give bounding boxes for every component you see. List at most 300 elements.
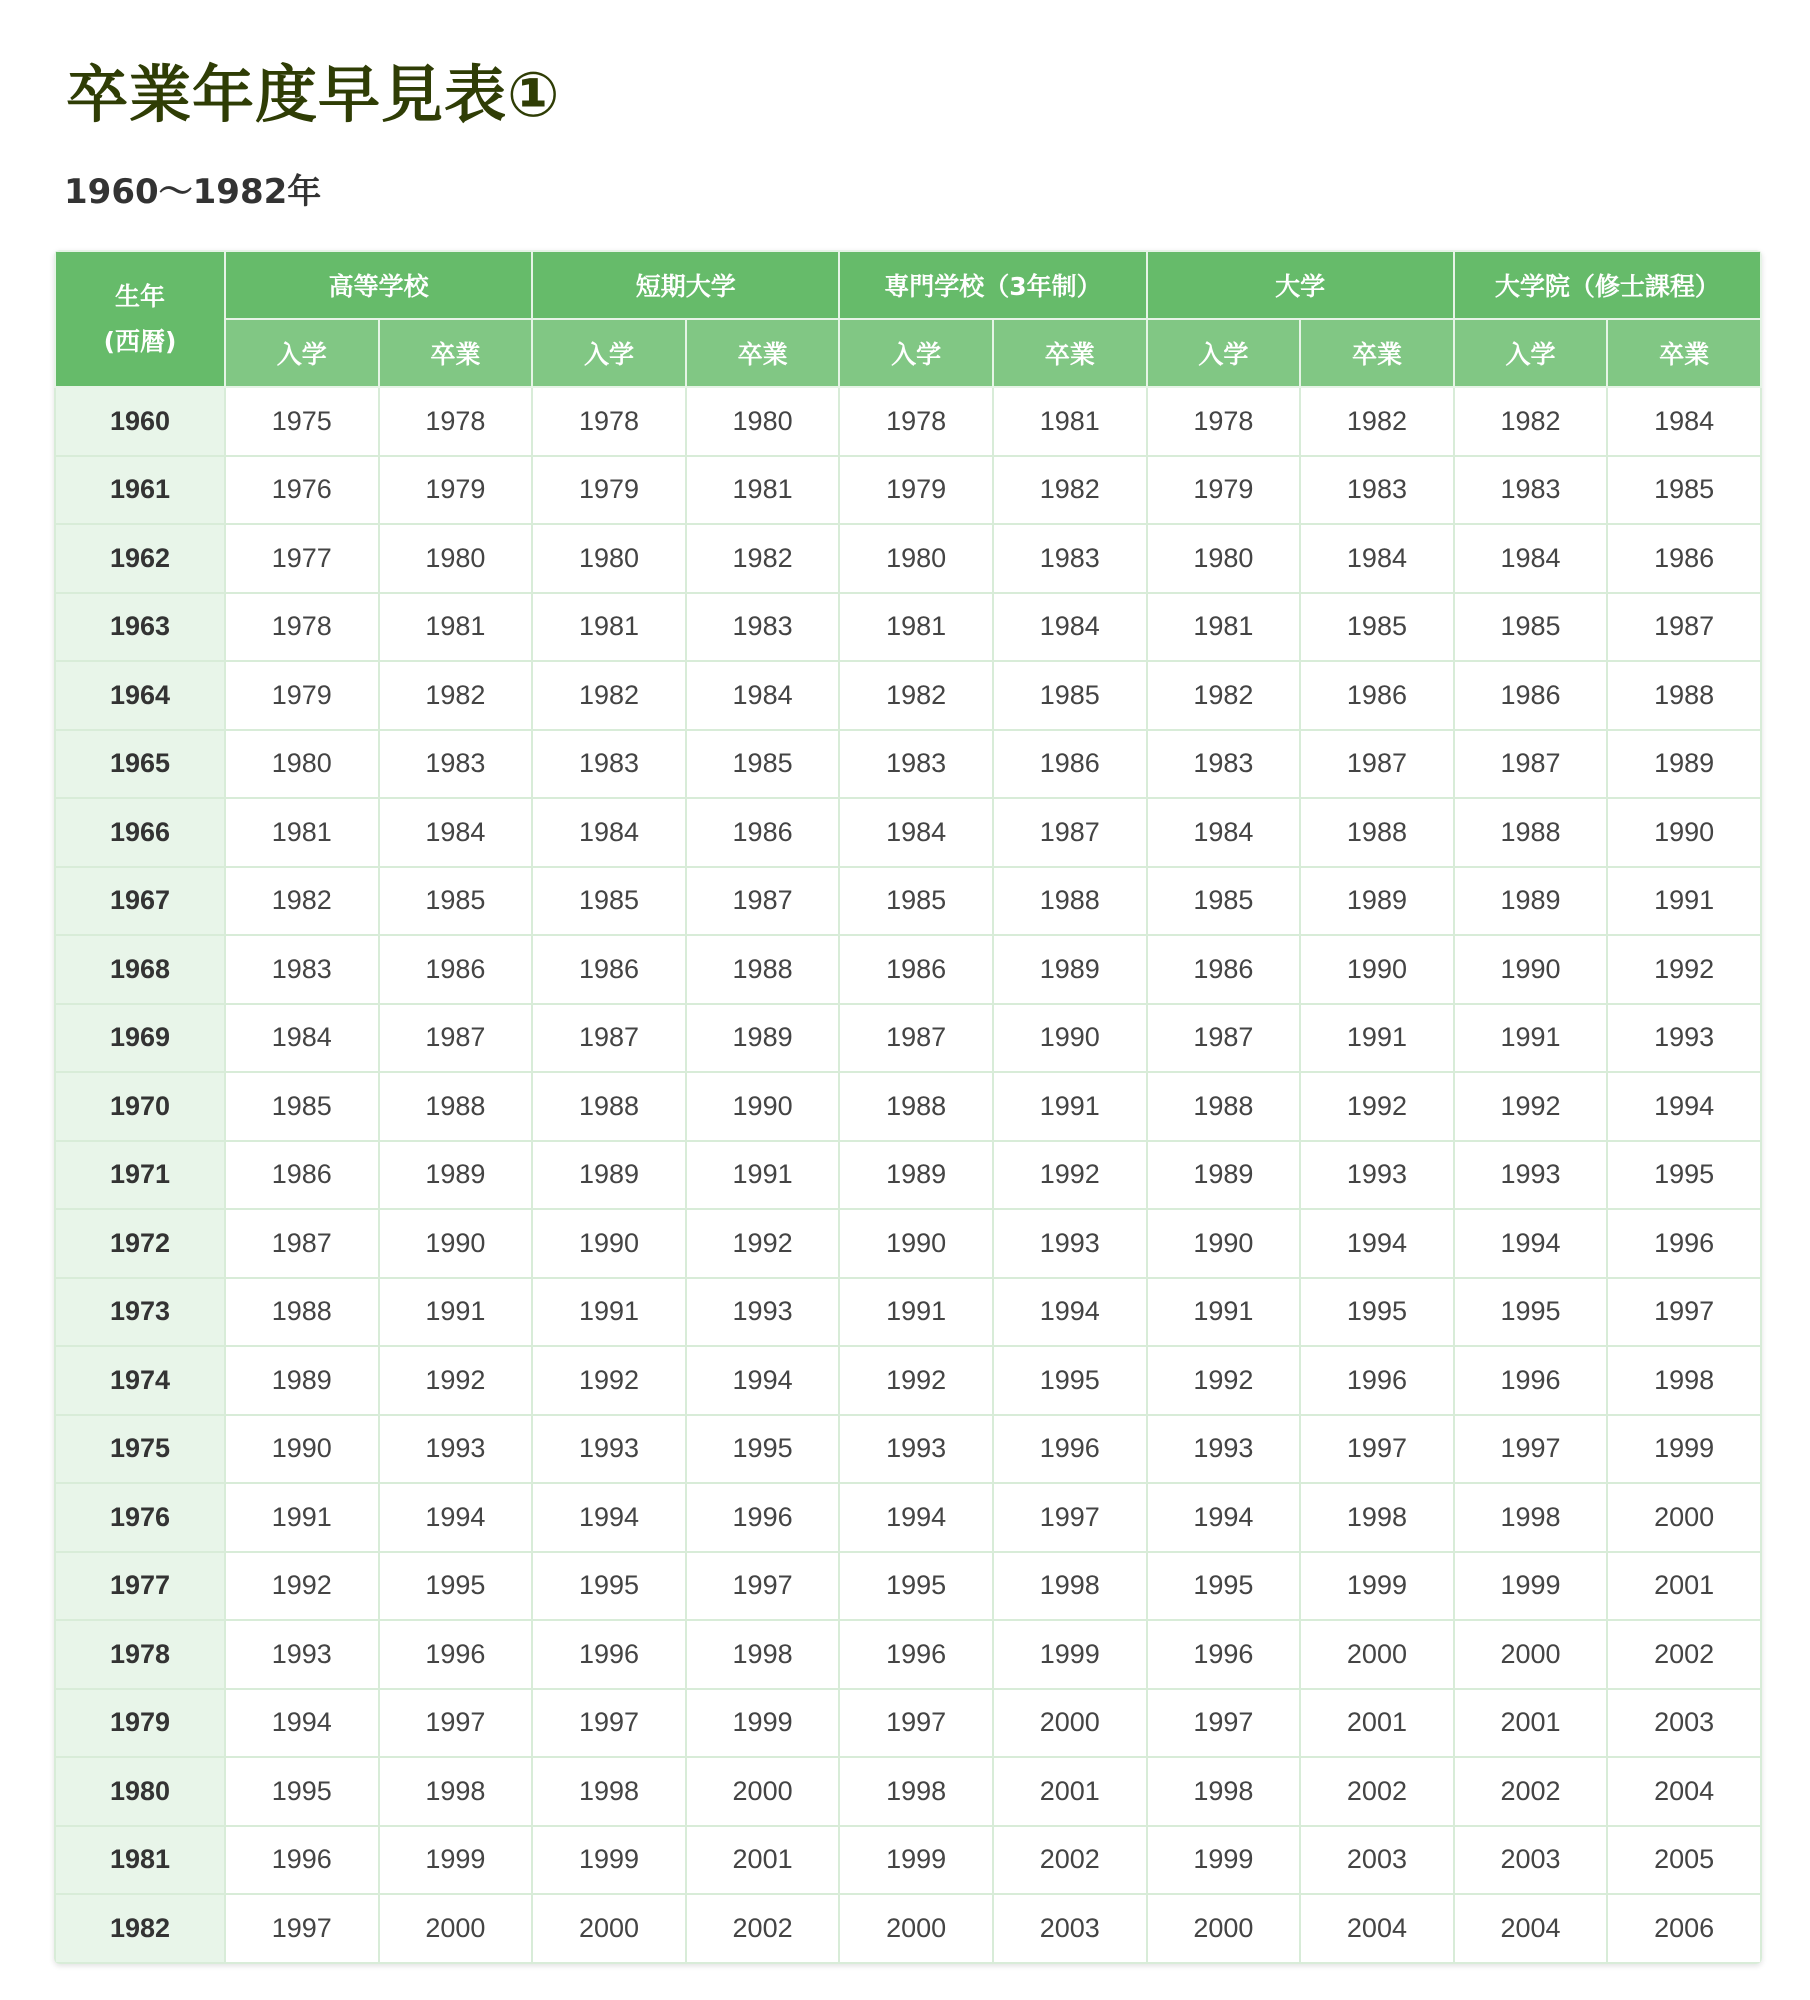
table-row bbox=[55, 1141, 1761, 1210]
enrollment-year-cell: 1996 bbox=[532, 1620, 686, 1689]
birth-year-cell: 1965 bbox=[55, 730, 225, 799]
table-row bbox=[55, 524, 1761, 593]
graduation-year-cell: 1992 bbox=[1607, 935, 1761, 1004]
enrollment-year-cell: 1989 bbox=[1147, 1141, 1301, 1210]
enrollment-year-cell: 2001 bbox=[1454, 1689, 1608, 1758]
graduation-year-cell: 1993 bbox=[993, 1209, 1147, 1278]
graduation-year-cell: 1998 bbox=[993, 1552, 1147, 1621]
graduation-year-cell: 1997 bbox=[379, 1689, 533, 1758]
enrollment-year-cell: 1980 bbox=[225, 730, 379, 799]
graduation-year-cell: 1996 bbox=[379, 1620, 533, 1689]
graduation-year-cell: 1981 bbox=[993, 387, 1147, 456]
enrollment-year-cell: 1987 bbox=[532, 1004, 686, 1073]
enrollment-year-cell: 1996 bbox=[1454, 1346, 1608, 1415]
enrollment-year-cell: 1986 bbox=[839, 935, 993, 1004]
enrollment-year-cell: 1982 bbox=[532, 661, 686, 730]
birth-year-cell: 1961 bbox=[55, 456, 225, 525]
graduation-year-cell: 1995 bbox=[379, 1552, 533, 1621]
graduation-year-cell: 1988 bbox=[379, 1072, 533, 1141]
graduation-year-cell: 1990 bbox=[1300, 935, 1454, 1004]
graduation-year-cell: 1996 bbox=[686, 1483, 840, 1552]
graduation-year-cell: 2003 bbox=[993, 1894, 1147, 1963]
graduation-year-cell: 1989 bbox=[993, 935, 1147, 1004]
enrollment-year-cell: 1998 bbox=[1147, 1757, 1301, 1826]
enrollment-year-cell: 1981 bbox=[1147, 593, 1301, 662]
enrollment-year-cell: 1990 bbox=[839, 1209, 993, 1278]
enrollment-year-cell: 1994 bbox=[839, 1483, 993, 1552]
birth-year-cell: 1967 bbox=[55, 867, 225, 936]
birth-year-cell: 1976 bbox=[55, 1483, 225, 1552]
birth-year-cell: 1971 bbox=[55, 1141, 225, 1210]
graduation-year-cell: 1983 bbox=[993, 524, 1147, 593]
enrollment-year-cell: 1995 bbox=[225, 1757, 379, 1826]
enrollment-year-cell: 1994 bbox=[1454, 1209, 1608, 1278]
graduation-year-cell: 2001 bbox=[1300, 1689, 1454, 1758]
enrollment-year-cell: 1995 bbox=[839, 1552, 993, 1621]
group-header-vocational-school: 専門学校（3年制） bbox=[839, 251, 1146, 319]
graduation-year-cell: 1997 bbox=[1607, 1278, 1761, 1347]
birth-year-cell: 1963 bbox=[55, 593, 225, 662]
enrollment-year-cell: 1987 bbox=[225, 1209, 379, 1278]
graduation-year-cell: 1986 bbox=[1607, 524, 1761, 593]
graduation-year-cell: 1993 bbox=[1300, 1141, 1454, 1210]
enrollment-year-cell: 1986 bbox=[1147, 935, 1301, 1004]
sub-header-graduation: 卒業 bbox=[993, 319, 1147, 387]
graduation-year-cell: 1999 bbox=[1300, 1552, 1454, 1621]
enrollment-year-cell: 1993 bbox=[1147, 1415, 1301, 1484]
graduation-year-cell: 1986 bbox=[686, 798, 840, 867]
graduation-year-cell: 1991 bbox=[379, 1278, 533, 1347]
enrollment-year-cell: 1980 bbox=[1147, 524, 1301, 593]
graduation-year-cell: 1994 bbox=[379, 1483, 533, 1552]
enrollment-year-cell: 1984 bbox=[1147, 798, 1301, 867]
graduation-year-cell: 1982 bbox=[993, 456, 1147, 525]
graduation-year-cell: 1978 bbox=[379, 387, 533, 456]
graduation-year-cell: 2004 bbox=[1300, 1894, 1454, 1963]
graduation-year-cell: 1987 bbox=[379, 1004, 533, 1073]
enrollment-year-cell: 1986 bbox=[532, 935, 686, 1004]
graduation-year-cell: 1997 bbox=[1300, 1415, 1454, 1484]
table-row bbox=[55, 1757, 1761, 1826]
birth-year-cell: 1962 bbox=[55, 524, 225, 593]
birth-year-header bbox=[55, 251, 225, 387]
enrollment-year-cell: 1999 bbox=[839, 1826, 993, 1895]
graduation-year-cell: 1992 bbox=[1300, 1072, 1454, 1141]
enrollment-year-cell: 2004 bbox=[1454, 1894, 1608, 1963]
table-row bbox=[55, 1826, 1761, 1895]
table-row bbox=[55, 1209, 1761, 1278]
enrollment-year-cell: 1975 bbox=[225, 387, 379, 456]
enrollment-year-cell: 1989 bbox=[225, 1346, 379, 1415]
enrollment-year-cell: 1991 bbox=[839, 1278, 993, 1347]
enrollment-year-cell: 1993 bbox=[532, 1415, 686, 1484]
table-row bbox=[55, 730, 1761, 799]
enrollment-year-cell: 1999 bbox=[1147, 1826, 1301, 1895]
graduation-year-cell: 1991 bbox=[993, 1072, 1147, 1141]
birth-year-cell: 1969 bbox=[55, 1004, 225, 1073]
graduation-year-cell: 1999 bbox=[1607, 1415, 1761, 1484]
sub-header-graduation: 卒業 bbox=[1607, 319, 1761, 387]
graduation-year-cell: 1990 bbox=[1607, 798, 1761, 867]
graduation-year-cell: 1979 bbox=[379, 456, 533, 525]
graduation-year-cell: 1999 bbox=[993, 1620, 1147, 1689]
enrollment-year-cell: 1998 bbox=[1454, 1483, 1608, 1552]
graduation-year-cell: 2001 bbox=[686, 1826, 840, 1895]
table-header bbox=[55, 251, 1761, 387]
table-row bbox=[55, 1552, 1761, 1621]
group-header-high-school: 高等学校 bbox=[225, 251, 532, 319]
graduation-year-cell: 1987 bbox=[1300, 730, 1454, 799]
birth-year-cell: 1960 bbox=[55, 387, 225, 456]
enrollment-year-cell: 2000 bbox=[1147, 1894, 1301, 1963]
birth-year-cell: 1975 bbox=[55, 1415, 225, 1484]
graduation-year-cell: 2000 bbox=[1607, 1483, 1761, 1552]
graduation-year-cell: 1981 bbox=[686, 456, 840, 525]
table-row bbox=[55, 867, 1761, 936]
enrollment-year-cell: 1997 bbox=[1147, 1689, 1301, 1758]
birth-year-cell: 1966 bbox=[55, 798, 225, 867]
table-row bbox=[55, 661, 1761, 730]
graduation-year-cell: 2001 bbox=[1607, 1552, 1761, 1621]
graduation-year-cell: 2003 bbox=[1607, 1689, 1761, 1758]
enrollment-year-cell: 1981 bbox=[839, 593, 993, 662]
enrollment-year-cell: 1985 bbox=[1454, 593, 1608, 662]
graduation-year-cell: 2003 bbox=[1300, 1826, 1454, 1895]
table-row bbox=[55, 1004, 1761, 1073]
birth-year-cell: 1964 bbox=[55, 661, 225, 730]
graduation-year-cell: 1984 bbox=[993, 593, 1147, 662]
graduation-year-cell: 1996 bbox=[1300, 1346, 1454, 1415]
enrollment-year-cell: 1988 bbox=[532, 1072, 686, 1141]
graduation-year-table bbox=[54, 250, 1762, 1964]
graduation-year-cell: 1994 bbox=[993, 1278, 1147, 1347]
graduation-year-cell: 1992 bbox=[993, 1141, 1147, 1210]
enrollment-year-cell: 1985 bbox=[839, 867, 993, 936]
enrollment-year-cell: 1997 bbox=[532, 1689, 686, 1758]
page-subtitle: 1960〜1982年 bbox=[64, 172, 322, 212]
graduation-year-cell: 2002 bbox=[1300, 1757, 1454, 1826]
birth-year-cell: 1973 bbox=[55, 1278, 225, 1347]
graduation-year-cell: 2000 bbox=[379, 1894, 533, 1963]
table-row bbox=[55, 935, 1761, 1004]
enrollment-year-cell: 1983 bbox=[1454, 456, 1608, 525]
enrollment-year-cell: 1993 bbox=[1454, 1141, 1608, 1210]
graduation-year-cell: 1995 bbox=[1607, 1141, 1761, 1210]
sub-header-enrollment: 入学 bbox=[1454, 319, 1608, 387]
enrollment-year-cell: 2003 bbox=[1454, 1826, 1608, 1895]
graduation-year-cell: 1984 bbox=[379, 798, 533, 867]
enrollment-year-cell: 1997 bbox=[225, 1894, 379, 1963]
enrollment-year-cell: 1980 bbox=[532, 524, 686, 593]
graduation-year-cell: 1980 bbox=[686, 387, 840, 456]
enrollment-year-cell: 1981 bbox=[225, 798, 379, 867]
graduation-year-cell: 2002 bbox=[1607, 1620, 1761, 1689]
enrollment-year-cell: 1978 bbox=[1147, 387, 1301, 456]
enrollment-year-cell: 1988 bbox=[225, 1278, 379, 1347]
birth-year-cell: 1974 bbox=[55, 1346, 225, 1415]
graduation-year-cell: 1988 bbox=[993, 867, 1147, 936]
graduation-year-cell: 1992 bbox=[686, 1209, 840, 1278]
enrollment-year-cell: 1983 bbox=[839, 730, 993, 799]
graduation-year-cell: 1982 bbox=[1300, 387, 1454, 456]
group-header-junior-college: 短期大学 bbox=[532, 251, 839, 319]
sub-header-row bbox=[55, 319, 1761, 387]
enrollment-year-cell: 1987 bbox=[1147, 1004, 1301, 1073]
enrollment-year-cell: 1987 bbox=[839, 1004, 993, 1073]
birth-year-cell: 1979 bbox=[55, 1689, 225, 1758]
enrollment-year-cell: 1997 bbox=[839, 1689, 993, 1758]
graduation-year-cell: 2000 bbox=[1300, 1620, 1454, 1689]
table-row bbox=[55, 1278, 1761, 1347]
table-row bbox=[55, 798, 1761, 867]
graduation-year-cell: 1981 bbox=[379, 593, 533, 662]
enrollment-year-cell: 1991 bbox=[532, 1278, 686, 1347]
table-row bbox=[55, 593, 1761, 662]
enrollment-year-cell: 1979 bbox=[839, 456, 993, 525]
enrollment-year-cell: 1984 bbox=[225, 1004, 379, 1073]
enrollment-year-cell: 1982 bbox=[1147, 661, 1301, 730]
graduation-year-cell: 1989 bbox=[686, 1004, 840, 1073]
birth-year-header-line2: (西暦) bbox=[103, 327, 177, 356]
enrollment-year-cell: 1985 bbox=[532, 867, 686, 936]
enrollment-year-cell: 1996 bbox=[839, 1620, 993, 1689]
graduation-year-cell: 1984 bbox=[1300, 524, 1454, 593]
graduation-year-cell: 2004 bbox=[1607, 1757, 1761, 1826]
table-body bbox=[55, 387, 1761, 1963]
enrollment-year-cell: 1994 bbox=[225, 1689, 379, 1758]
graduation-year-cell: 2006 bbox=[1607, 1894, 1761, 1963]
graduation-year-cell: 1995 bbox=[686, 1415, 840, 1484]
enrollment-year-cell: 1992 bbox=[1454, 1072, 1608, 1141]
graduation-year-cell: 1990 bbox=[993, 1004, 1147, 1073]
table-row bbox=[55, 1346, 1761, 1415]
enrollment-year-cell: 1984 bbox=[1454, 524, 1608, 593]
graduation-year-cell: 1983 bbox=[1300, 456, 1454, 525]
enrollment-year-cell: 1992 bbox=[225, 1552, 379, 1621]
birth-year-cell: 1980 bbox=[55, 1757, 225, 1826]
enrollment-year-cell: 1982 bbox=[1454, 387, 1608, 456]
enrollment-year-cell: 1989 bbox=[532, 1141, 686, 1210]
graduation-year-cell: 1995 bbox=[1300, 1278, 1454, 1347]
graduation-year-cell: 1982 bbox=[379, 661, 533, 730]
graduation-year-cell: 2002 bbox=[993, 1826, 1147, 1895]
enrollment-year-cell: 1999 bbox=[1454, 1552, 1608, 1621]
enrollment-year-cell: 1993 bbox=[225, 1620, 379, 1689]
enrollment-year-cell: 1992 bbox=[1147, 1346, 1301, 1415]
table-row bbox=[55, 1415, 1761, 1484]
birth-year-cell: 1970 bbox=[55, 1072, 225, 1141]
enrollment-year-cell: 1995 bbox=[1147, 1552, 1301, 1621]
enrollment-year-cell: 1986 bbox=[225, 1141, 379, 1210]
graduation-year-cell: 1986 bbox=[993, 730, 1147, 799]
graduation-year-cell: 2005 bbox=[1607, 1826, 1761, 1895]
enrollment-year-cell: 1984 bbox=[532, 798, 686, 867]
enrollment-year-cell: 1988 bbox=[1147, 1072, 1301, 1141]
graduation-year-cell: 1994 bbox=[1300, 1209, 1454, 1278]
graduation-year-cell: 1999 bbox=[686, 1689, 840, 1758]
graduation-year-cell: 1987 bbox=[686, 867, 840, 936]
enrollment-year-cell: 1986 bbox=[1454, 661, 1608, 730]
sub-header-enrollment: 入学 bbox=[1147, 319, 1301, 387]
enrollment-year-cell: 1978 bbox=[839, 387, 993, 456]
enrollment-year-cell: 1984 bbox=[839, 798, 993, 867]
graduation-year-cell: 1987 bbox=[993, 798, 1147, 867]
graduation-year-cell: 1984 bbox=[1607, 387, 1761, 456]
sub-header-graduation: 卒業 bbox=[686, 319, 840, 387]
birth-year-cell: 1977 bbox=[55, 1552, 225, 1621]
enrollment-year-cell: 1999 bbox=[532, 1826, 686, 1895]
enrollment-year-cell: 1978 bbox=[225, 593, 379, 662]
enrollment-year-cell: 1985 bbox=[1147, 867, 1301, 936]
table-row bbox=[55, 1689, 1761, 1758]
graduation-year-cell: 1983 bbox=[686, 593, 840, 662]
enrollment-year-cell: 1995 bbox=[1454, 1278, 1608, 1347]
enrollment-year-cell: 1978 bbox=[532, 387, 686, 456]
graduation-year-cell: 2001 bbox=[993, 1757, 1147, 1826]
graduation-year-cell: 1986 bbox=[379, 935, 533, 1004]
graduation-year-cell: 1991 bbox=[686, 1141, 840, 1210]
graduation-year-cell: 1980 bbox=[379, 524, 533, 593]
graduation-year-cell: 1990 bbox=[379, 1209, 533, 1278]
enrollment-year-cell: 1991 bbox=[225, 1483, 379, 1552]
enrollment-year-cell: 1983 bbox=[1147, 730, 1301, 799]
table-row bbox=[55, 1483, 1761, 1552]
graduation-year-cell: 1998 bbox=[1607, 1346, 1761, 1415]
enrollment-year-cell: 1991 bbox=[1147, 1278, 1301, 1347]
graduation-year-cell: 1984 bbox=[686, 661, 840, 730]
sub-header-graduation: 卒業 bbox=[379, 319, 533, 387]
graduation-year-cell: 1993 bbox=[379, 1415, 533, 1484]
graduation-year-cell: 1996 bbox=[993, 1415, 1147, 1484]
enrollment-year-cell: 1983 bbox=[225, 935, 379, 1004]
graduation-year-cell: 1989 bbox=[1300, 867, 1454, 936]
graduation-year-cell: 1988 bbox=[1607, 661, 1761, 730]
enrollment-year-cell: 1996 bbox=[225, 1826, 379, 1895]
enrollment-year-cell: 1979 bbox=[225, 661, 379, 730]
sub-header-enrollment: 入学 bbox=[225, 319, 379, 387]
birth-year-cell: 1972 bbox=[55, 1209, 225, 1278]
enrollment-year-cell: 1980 bbox=[839, 524, 993, 593]
enrollment-year-cell: 1998 bbox=[839, 1757, 993, 1826]
birth-year-cell: 1978 bbox=[55, 1620, 225, 1689]
graduation-year-cell: 1989 bbox=[379, 1141, 533, 1210]
graduation-year-cell: 1998 bbox=[1300, 1483, 1454, 1552]
graduation-year-cell: 1994 bbox=[686, 1346, 840, 1415]
enrollment-year-cell: 1993 bbox=[839, 1415, 993, 1484]
group-header-graduate-school: 大学院（修士課程） bbox=[1454, 251, 1761, 319]
group-header-university: 大学 bbox=[1147, 251, 1454, 319]
enrollment-year-cell: 1983 bbox=[532, 730, 686, 799]
graduation-year-cell: 1989 bbox=[1607, 730, 1761, 799]
graduation-year-cell: 1982 bbox=[686, 524, 840, 593]
enrollment-year-cell: 1982 bbox=[225, 867, 379, 936]
enrollment-year-cell: 2000 bbox=[532, 1894, 686, 1963]
enrollment-year-cell: 1976 bbox=[225, 456, 379, 525]
enrollment-year-cell: 2000 bbox=[839, 1894, 993, 1963]
sub-header-enrollment: 入学 bbox=[839, 319, 993, 387]
enrollment-year-cell: 1998 bbox=[532, 1757, 686, 1826]
graduation-year-cell: 1985 bbox=[1300, 593, 1454, 662]
graduation-year-cell: 1986 bbox=[1300, 661, 1454, 730]
graduation-year-cell: 1995 bbox=[993, 1346, 1147, 1415]
graduation-year-cell: 1998 bbox=[379, 1757, 533, 1826]
table-row bbox=[55, 387, 1761, 456]
enrollment-year-cell: 2002 bbox=[1454, 1757, 1608, 1826]
graduation-year-cell: 1994 bbox=[1607, 1072, 1761, 1141]
enrollment-year-cell: 1995 bbox=[532, 1552, 686, 1621]
enrollment-year-cell: 1987 bbox=[1454, 730, 1608, 799]
enrollment-year-cell: 1979 bbox=[532, 456, 686, 525]
graduation-year-cell: 2000 bbox=[993, 1689, 1147, 1758]
birth-year-cell: 1968 bbox=[55, 935, 225, 1004]
graduation-year-cell: 1993 bbox=[1607, 1004, 1761, 1073]
graduation-year-cell: 1998 bbox=[686, 1620, 840, 1689]
enrollment-year-cell: 1990 bbox=[1147, 1209, 1301, 1278]
enrollment-year-cell: 1982 bbox=[839, 661, 993, 730]
enrollment-year-cell: 1994 bbox=[532, 1483, 686, 1552]
table-row bbox=[55, 1894, 1761, 1963]
enrollment-year-cell: 1991 bbox=[1454, 1004, 1608, 1073]
graduation-year-cell: 1988 bbox=[686, 935, 840, 1004]
graduation-year-cell: 1993 bbox=[686, 1278, 840, 1347]
enrollment-year-cell: 1989 bbox=[839, 1141, 993, 1210]
table-row bbox=[55, 1072, 1761, 1141]
page-title: 卒業年度早見表① bbox=[66, 58, 561, 131]
enrollment-year-cell: 1979 bbox=[1147, 456, 1301, 525]
graduation-year-cell: 1996 bbox=[1607, 1209, 1761, 1278]
graduation-year-cell: 1997 bbox=[993, 1483, 1147, 1552]
enrollment-year-cell: 1990 bbox=[225, 1415, 379, 1484]
enrollment-year-cell: 1996 bbox=[1147, 1620, 1301, 1689]
group-header-row bbox=[55, 251, 1761, 319]
sub-header-graduation: 卒業 bbox=[1300, 319, 1454, 387]
table-row bbox=[55, 1620, 1761, 1689]
enrollment-year-cell: 1981 bbox=[532, 593, 686, 662]
graduation-year-cell: 1999 bbox=[379, 1826, 533, 1895]
enrollment-year-cell: 1977 bbox=[225, 524, 379, 593]
graduation-year-cell: 1990 bbox=[686, 1072, 840, 1141]
enrollment-year-cell: 1990 bbox=[1454, 935, 1608, 1004]
graduation-year-cell: 1991 bbox=[1607, 867, 1761, 936]
enrollment-year-cell: 1989 bbox=[1454, 867, 1608, 936]
graduation-year-cell: 1991 bbox=[1300, 1004, 1454, 1073]
graduation-year-cell: 2002 bbox=[686, 1894, 840, 1963]
graduation-year-cell: 1985 bbox=[686, 730, 840, 799]
birth-year-cell: 1982 bbox=[55, 1894, 225, 1963]
birth-year-cell: 1981 bbox=[55, 1826, 225, 1895]
enrollment-year-cell: 1988 bbox=[1454, 798, 1608, 867]
table-row bbox=[55, 456, 1761, 525]
enrollment-year-cell: 1990 bbox=[532, 1209, 686, 1278]
graduation-year-cell: 2000 bbox=[686, 1757, 840, 1826]
graduation-year-cell: 1997 bbox=[686, 1552, 840, 1621]
enrollment-year-cell: 2000 bbox=[1454, 1620, 1608, 1689]
birth-year-header-line1: 生年 bbox=[114, 282, 165, 311]
graduation-year-cell: 1983 bbox=[379, 730, 533, 799]
graduation-year-cell: 1987 bbox=[1607, 593, 1761, 662]
enrollment-year-cell: 1994 bbox=[1147, 1483, 1301, 1552]
enrollment-year-cell: 1988 bbox=[839, 1072, 993, 1141]
graduation-year-cell: 1985 bbox=[1607, 456, 1761, 525]
graduation-year-cell: 1988 bbox=[1300, 798, 1454, 867]
graduation-table bbox=[54, 250, 1762, 1964]
enrollment-year-cell: 1992 bbox=[532, 1346, 686, 1415]
sub-header-enrollment: 入学 bbox=[532, 319, 686, 387]
enrollment-year-cell: 1997 bbox=[1454, 1415, 1608, 1484]
graduation-year-cell: 1992 bbox=[379, 1346, 533, 1415]
enrollment-year-cell: 1985 bbox=[225, 1072, 379, 1141]
graduation-year-cell: 1985 bbox=[379, 867, 533, 936]
